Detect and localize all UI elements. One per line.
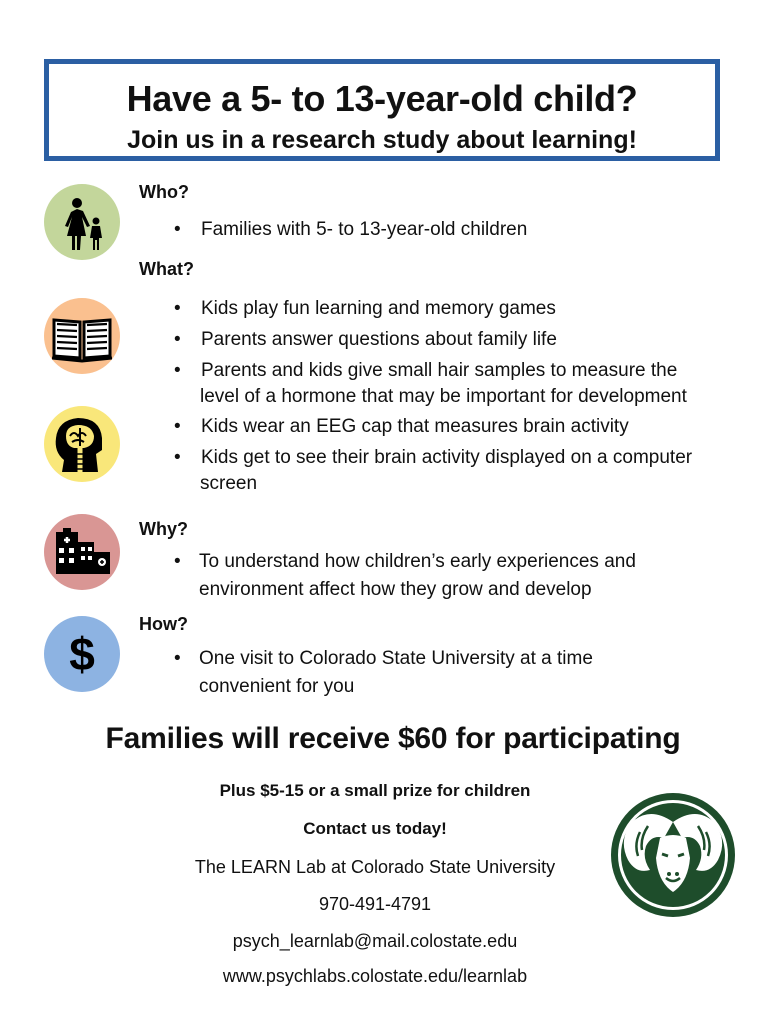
bullet-icon: • bbox=[174, 329, 181, 350]
page-title: Have a 5- to 13-year-old child? bbox=[126, 78, 638, 119]
prize-note: Plus $5-15 or a small prize for children bbox=[219, 781, 531, 800]
bullet-icon: • bbox=[174, 416, 181, 437]
section-label-what: What? bbox=[139, 259, 194, 279]
dollar-icon bbox=[44, 616, 120, 692]
lab-name: The LEARN Lab at Colorado State University bbox=[194, 857, 556, 877]
bullet-icon: • bbox=[174, 648, 181, 669]
website-link[interactable]: www.psychlabs.colostate.edu/learnlab bbox=[222, 966, 528, 986]
contact-cta: Contact us today! bbox=[303, 819, 447, 838]
reward-heading: Families will receive $60 for participating bbox=[105, 722, 681, 755]
section-label-who: Who? bbox=[139, 182, 189, 202]
header-box bbox=[44, 59, 720, 161]
section-label-why: Why? bbox=[139, 519, 188, 539]
book-icon bbox=[44, 298, 120, 374]
bullet-icon: • bbox=[174, 298, 181, 319]
brain-head-icon bbox=[44, 406, 120, 482]
email-link[interactable]: psych_learnlab@mail.colostate.edu bbox=[232, 931, 518, 951]
buildings-icon bbox=[44, 514, 120, 590]
csu-ram-logo bbox=[610, 792, 736, 918]
phone-number: 970-491-4791 bbox=[318, 894, 432, 914]
bullet-icon: • bbox=[174, 360, 181, 381]
bullet-icon: • bbox=[174, 447, 181, 468]
svg-text:$: $ bbox=[69, 628, 95, 680]
section-label-how: How? bbox=[139, 614, 188, 634]
bullet-icon: • bbox=[174, 219, 181, 240]
bullet-icon: • bbox=[174, 551, 181, 572]
page-subtitle: Join us in a research study about learning! bbox=[127, 126, 637, 154]
family-icon bbox=[44, 184, 120, 260]
